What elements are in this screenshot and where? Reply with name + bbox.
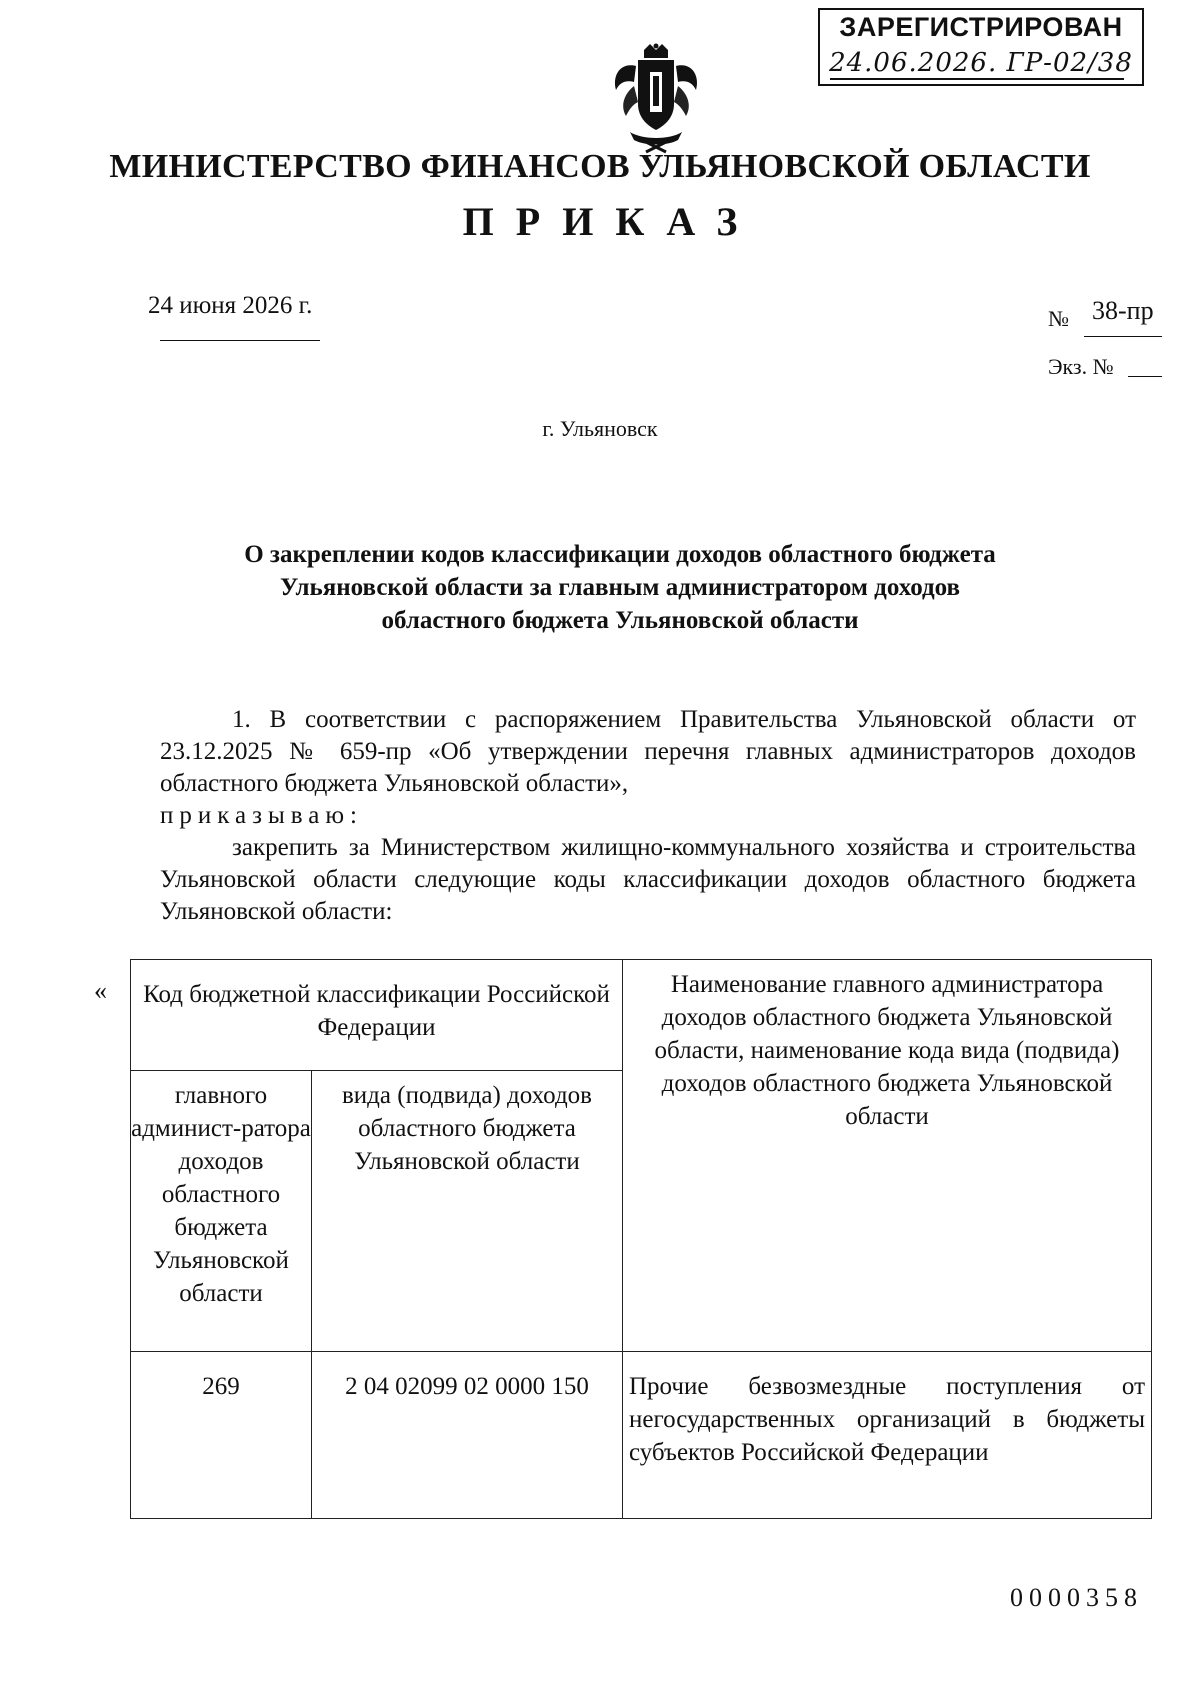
order-number: 38-пр [1092,296,1154,325]
ministry-title: МИНИСТЕРСТВО ФИНАНСОВ УЛЬЯНОВСКОЙ ОБЛАСТИ [109,148,1091,185]
row-admin-code: 269 [131,1352,312,1519]
header-code-group: Код бюджетной классификации Российской Федерации [131,960,623,1071]
city: г. Ульяновск [542,416,658,441]
table-open-quote: « [94,976,107,1005]
stamp-title: ЗАРЕГИСТРИРОВАН [839,12,1123,42]
document-serial-number: 0000358 [1010,1583,1143,1612]
registration-stamp [818,8,1144,86]
row-type-code: 2 04 02099 02 0000 150 [312,1352,623,1519]
header-admin-code: главного админист-ратора доходов областного бюджета Ульяновской области [131,1071,312,1352]
subject-line-3: областного бюджета Ульяновской области [381,607,859,634]
row-name: Прочие безвозмездные поступления от негосударственных организаций в бюджеты субъектов Российской Федерации [623,1352,1152,1519]
body-paragraph-2: закрепить за Министерством жилищно-коммунального хозяйства и строительства Ульяновской области следующие коды классификации доходов областного бюджета Ульяновской области: [160,834,1136,925]
prikazyvayu-word: приказываю: [160,802,363,829]
copy-number-blank [1128,376,1162,377]
stamp-handwritten-registration: 24.06.2026. ГР-02/38 [829,48,1133,78]
date-underline [160,340,320,341]
order-body [160,704,1136,928]
order-subject [160,538,1080,637]
budget-codes-table [130,959,1152,1519]
table-row [131,1352,1152,1519]
header-name: Наименование главного администратора доходов областного бюджета Ульяновской области, наименование кода вида (подвида) доходов областного бюджета Ульяновской области [623,960,1152,1352]
order-date: 24 июня 2026 г. [148,292,313,319]
order-number-label: № [1048,306,1069,331]
body-paragraph-1: 1. В соответствии с распоряжением Правительства Ульяновской области от 23.12.2025 № 659-пр «Об утверждении перечня главных администраторов доходов областного бюджета Ульяновской области», [160,706,1136,797]
subject-line-1: О закреплении кодов классификации доходов областного бюджета [244,541,996,568]
subject-line-2: Ульяновской области за главным администратором доходов [279,574,961,601]
copy-number-label: Экз. № [1048,354,1114,379]
order-number-underline [1084,336,1162,337]
document-type-heading: ПРИКАЗ [462,199,760,244]
table-header-row [131,960,1152,1071]
header-type-code: вида (подвида) доходов областного бюджета Ульяновской области [312,1071,623,1352]
coat-of-arms-emblem [606,42,706,154]
stamp-underline [830,78,1124,80]
